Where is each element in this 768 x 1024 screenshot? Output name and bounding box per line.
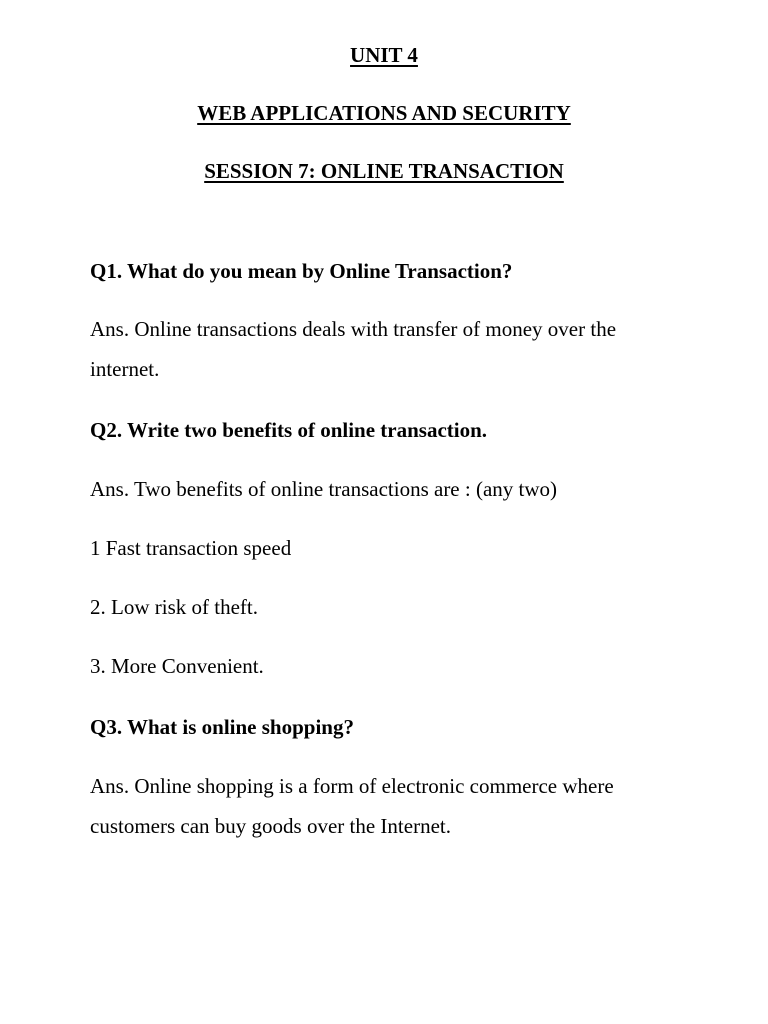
- answer-1-line-2: internet.: [90, 357, 160, 381]
- subject-heading: WEB APPLICATIONS AND SECURITY: [197, 101, 571, 125]
- question-1: Q1. What do you mean by Online Transaction?: [90, 259, 513, 283]
- question-2: Q2. Write two benefits of online transaction.: [90, 418, 488, 442]
- benefit-point-2: 2. Low risk of theft.: [90, 595, 258, 619]
- answer-3-line-1: Ans. Online shopping is a form of electronic commerce where: [90, 774, 614, 798]
- answer-1-line-1: Ans. Online transactions deals with transfer of money over the: [90, 317, 617, 341]
- benefit-point-1: 1 Fast transaction speed: [90, 536, 292, 560]
- answer-2-line-1: Ans. Two benefits of online transactions are : (any two): [90, 477, 558, 501]
- benefit-point-3: 3. More Convenient.: [90, 654, 264, 678]
- question-3: Q3. What is online shopping?: [90, 715, 354, 739]
- session-heading: SESSION 7: ONLINE TRANSACTION: [204, 159, 564, 183]
- answer-3-line-2: customers can buy goods over the Internet.: [90, 814, 451, 838]
- unit-heading: UNIT 4: [350, 43, 418, 67]
